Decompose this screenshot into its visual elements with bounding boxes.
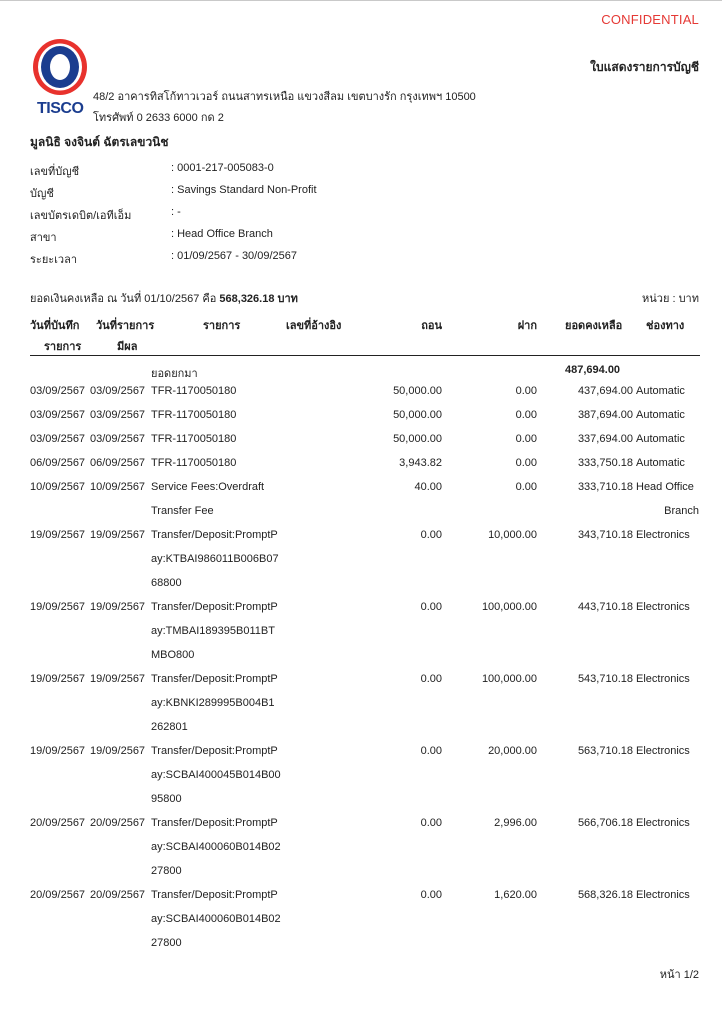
channel: Automatic bbox=[636, 433, 685, 445]
transaction-description: Service Fees:Overdraft bbox=[151, 481, 265, 493]
transaction-description: 27800 bbox=[151, 937, 182, 949]
withdraw-amount: 0.00 bbox=[420, 745, 442, 757]
transaction-description: ay:SCBAI400060B014B02 bbox=[151, 841, 281, 853]
deposit-amount: 100,000.00 bbox=[481, 673, 537, 685]
channel: Branch bbox=[664, 505, 699, 517]
record-date: 19/09/2567 bbox=[30, 601, 86, 613]
header-record-date: วันที่บันทึก bbox=[30, 320, 80, 332]
withdraw-amount: 0.00 bbox=[420, 601, 442, 613]
record-date: 03/09/2567 bbox=[30, 385, 86, 397]
channel: Head Office bbox=[636, 481, 694, 493]
channel: Automatic bbox=[636, 385, 685, 397]
header-description: รายการ bbox=[203, 320, 241, 332]
transaction-description: Transfer/Deposit:PromptP bbox=[151, 817, 278, 829]
withdraw-amount: 3,943.82 bbox=[399, 457, 442, 469]
record-date: 19/09/2567 bbox=[30, 673, 86, 685]
transaction-description: MBO800 bbox=[151, 649, 195, 661]
header-reference: เลขที่อ้างอิง bbox=[286, 320, 342, 332]
account-field-value: : - bbox=[171, 206, 181, 218]
header-balance: ยอดคงเหลือ bbox=[565, 320, 623, 332]
transaction-description: Transfer/Deposit:PromptP bbox=[151, 601, 278, 613]
balance-amount: 343,710.18 bbox=[577, 529, 633, 541]
balance-amount: 568,326.18 bbox=[577, 889, 633, 901]
transaction-description: Transfer Fee bbox=[151, 505, 214, 517]
header-channel: ช่องทาง bbox=[646, 320, 685, 332]
transaction-description: 27800 bbox=[151, 865, 182, 877]
deposit-amount: 0.00 bbox=[515, 385, 537, 397]
channel: Electronics bbox=[636, 817, 690, 829]
header-value-date-2: มีผล bbox=[117, 341, 138, 353]
transaction-description: 95800 bbox=[151, 793, 182, 805]
channel: Electronics bbox=[636, 529, 690, 541]
unit-label: หน่วย : บาท bbox=[642, 293, 699, 305]
balance-amount: 333,710.18 bbox=[577, 481, 633, 493]
value-date: 19/09/2567 bbox=[90, 745, 146, 757]
deposit-amount: 20,000.00 bbox=[488, 745, 537, 757]
account-field-label: เลขที่บัญชี bbox=[30, 166, 80, 178]
value-date: 20/09/2567 bbox=[90, 889, 146, 901]
transaction-description: 262801 bbox=[151, 721, 188, 733]
record-date: 20/09/2567 bbox=[30, 817, 86, 829]
value-date: 03/09/2567 bbox=[90, 433, 146, 445]
balance-amount: 333,750.18 bbox=[577, 457, 633, 469]
bank-phone: โทรศัพท์ 0 2633 6000 กด 2 bbox=[93, 112, 224, 124]
deposit-amount: 0.00 bbox=[515, 433, 537, 445]
deposit-amount: 2,996.00 bbox=[494, 817, 537, 829]
value-date: 20/09/2567 bbox=[90, 817, 146, 829]
account-field-value: : 0001-217-005083-0 bbox=[171, 162, 274, 174]
header-withdraw: ถอน bbox=[421, 320, 442, 332]
bank-address: 48/2 อาคารทิสโก้ทาวเวอร์ ถนนสาทรเหนือ แขวงสีลม เขตบางรัก กรุงเทพฯ 10500 bbox=[93, 91, 476, 103]
deposit-amount: 10,000.00 bbox=[488, 529, 537, 541]
withdraw-amount: 50,000.00 bbox=[393, 433, 442, 445]
account-field-value: : Savings Standard Non-Profit bbox=[171, 184, 317, 196]
withdraw-amount: 50,000.00 bbox=[393, 385, 442, 397]
deposit-amount: 0.00 bbox=[515, 481, 537, 493]
opening-balance-value: 487,694.00 bbox=[565, 364, 621, 376]
closing-balance-line bbox=[30, 289, 298, 307]
transaction-description: Transfer/Deposit:PromptP bbox=[151, 673, 278, 685]
withdraw-amount: 0.00 bbox=[420, 889, 442, 901]
closing-balance-value: 568,326.18 บาท bbox=[219, 293, 298, 305]
confidential-label: CONFIDENTIAL bbox=[601, 12, 699, 27]
account-field-value: : Head Office Branch bbox=[171, 228, 273, 240]
value-date: 06/09/2567 bbox=[90, 457, 146, 469]
transaction-description: ay:KBNKI289995B004B1 bbox=[151, 697, 275, 709]
transaction-description: ay:SCBAI400060B014B02 bbox=[151, 913, 281, 925]
withdraw-amount: 40.00 bbox=[414, 481, 442, 493]
record-date: 19/09/2567 bbox=[30, 745, 86, 757]
channel: Electronics bbox=[636, 745, 690, 757]
deposit-amount: 100,000.00 bbox=[481, 601, 537, 613]
header-value-date: วันที่รายการ bbox=[96, 320, 155, 332]
account-field-label: ระยะเวลา bbox=[30, 254, 78, 266]
account-field-value: : 01/09/2567 - 30/09/2567 bbox=[171, 250, 297, 262]
logo-text: TISCO bbox=[37, 100, 84, 117]
channel: Electronics bbox=[636, 673, 690, 685]
balance-amount: 337,694.00 bbox=[577, 433, 633, 445]
transaction-description: TFR-1170050180 bbox=[151, 385, 237, 397]
account-field-label: บัญชี bbox=[30, 188, 54, 200]
record-date: 10/09/2567 bbox=[30, 481, 86, 493]
value-date: 10/09/2567 bbox=[90, 481, 146, 493]
value-date: 19/09/2567 bbox=[90, 529, 146, 541]
page-number: หน้า 1/2 bbox=[659, 969, 699, 981]
value-date: 19/09/2567 bbox=[90, 601, 146, 613]
balance-amount: 543,710.18 bbox=[577, 673, 633, 685]
header-deposit: ฝาก bbox=[517, 320, 537, 332]
header-divider bbox=[30, 355, 700, 356]
withdraw-amount: 0.00 bbox=[420, 529, 442, 541]
opening-balance-label: ยอดยกมา bbox=[151, 368, 198, 380]
withdraw-amount: 0.00 bbox=[420, 673, 442, 685]
balance-amount: 443,710.18 bbox=[577, 601, 633, 613]
record-date: 19/09/2567 bbox=[30, 529, 86, 541]
value-date: 19/09/2567 bbox=[90, 673, 146, 685]
transaction-description: TFR-1170050180 bbox=[151, 457, 237, 469]
balance-amount: 387,694.00 bbox=[577, 409, 633, 421]
channel: Automatic bbox=[636, 457, 685, 469]
value-date: 03/09/2567 bbox=[90, 385, 146, 397]
account-field-label: เลขบัตรเดบิต/เอทีเอ็ม bbox=[30, 210, 132, 222]
withdraw-amount: 50,000.00 bbox=[393, 409, 442, 421]
record-date: 20/09/2567 bbox=[30, 889, 86, 901]
transaction-description: Transfer/Deposit:PromptP bbox=[151, 889, 278, 901]
balance-amount: 437,694.00 bbox=[577, 385, 633, 397]
transaction-description: Transfer/Deposit:PromptP bbox=[151, 745, 278, 757]
channel: Electronics bbox=[636, 889, 690, 901]
balance-amount: 563,710.18 bbox=[577, 745, 633, 757]
account-holder-name: มูลนิธิ จงจินต์ ฉัตรเลขวนิช bbox=[30, 135, 169, 149]
deposit-amount: 1,620.00 bbox=[494, 889, 537, 901]
channel: Electronics bbox=[636, 601, 690, 613]
transaction-description: ay:SCBAI400045B014B00 bbox=[151, 769, 281, 781]
record-date: 03/09/2567 bbox=[30, 433, 86, 445]
record-date: 03/09/2567 bbox=[30, 409, 86, 421]
channel: Automatic bbox=[636, 409, 685, 421]
closing-balance-label: ยอดเงินคงเหลือ ณ วันที่ 01/10/2567 คือ bbox=[30, 293, 217, 305]
transaction-description: TFR-1170050180 bbox=[151, 433, 237, 445]
record-date: 06/09/2567 bbox=[30, 457, 86, 469]
top-border bbox=[0, 0, 722, 1]
deposit-amount: 0.00 bbox=[515, 409, 537, 421]
transaction-description: ay:KTBAI986011B006B07 bbox=[151, 553, 279, 565]
document-title: ใบแสดงรายการบัญชี bbox=[590, 60, 699, 74]
account-field-label: สาขา bbox=[30, 232, 57, 244]
balance-amount: 566,706.18 bbox=[577, 817, 633, 829]
transaction-description: Transfer/Deposit:PromptP bbox=[151, 529, 278, 541]
transaction-description: ay:TMBAI189395B011BT bbox=[151, 625, 275, 637]
transaction-description: 68800 bbox=[151, 577, 182, 589]
deposit-amount: 0.00 bbox=[515, 457, 537, 469]
transaction-description: TFR-1170050180 bbox=[151, 409, 237, 421]
header-record-date-2: รายการ bbox=[44, 341, 82, 353]
withdraw-amount: 0.00 bbox=[420, 817, 442, 829]
value-date: 03/09/2567 bbox=[90, 409, 146, 421]
